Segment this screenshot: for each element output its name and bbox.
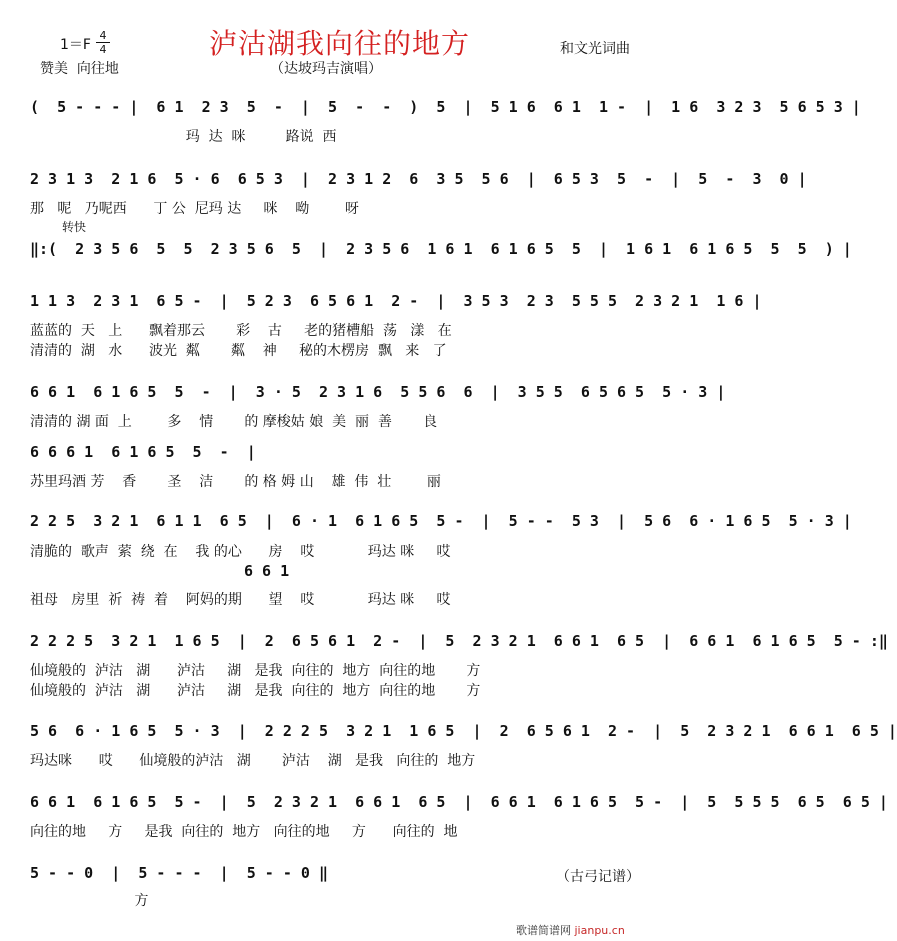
time-signature-top: 4	[99, 29, 107, 42]
notation-line-1: ( 5 - - - | 6 1 2 3 5 - | 5 - - ) 5 | 5 1 6 6 1 1 - | 1 6 3 2 3 5 6 5 3 |	[30, 98, 861, 116]
notation-line-3: ‖:( 2 3 5 6 5 5 2 3 5 6 5 | 2 3 5 6 1 6 1 6 1 6 5 5 | 1 6 1 6 1 6 5 5 5 ) |	[30, 240, 852, 258]
notation-line-4: 1 1 3 2 3 1 6 5 - | 5 2 3 6 5 6 1 2 - | 3 5 3 2 3 5 5 5 2 3 2 1 1 6 |	[30, 292, 762, 310]
transcriber-credit: （古弓记谱）	[556, 869, 640, 885]
lyric-line-11: 方	[90, 893, 149, 909]
composer-credit: 和文光词曲	[560, 41, 630, 57]
notation-line-9: 5 6 6 · 1 6 5 5 · 3 | 2 2 2 5 3 2 1 1 6 5 | 2 6 5 6 1 2 - | 5 2 3 2 1 6 6 1 6 5 |	[30, 722, 897, 740]
time-signature	[96, 30, 110, 55]
notation-line-2: 2 3 1 3 2 1 6 5 · 6 6 5 3 | 2 3 1 2 6 3 5 5 6 | 6 5 3 5 - | 5 - 3 0 |	[30, 170, 807, 188]
lyric-line-7b: 祖母 房里 祈 祷 着 阿妈的期 望 哎 玛达 咪 哎	[30, 592, 451, 608]
lyric-line-10: 向往的地 方 是我 向往的 地方 向往的地 方 向往的 地	[30, 824, 458, 840]
notation-line-11: 5 - - 0 | 5 - - - | 5 - - 0 ‖	[30, 864, 329, 882]
notation-line-7: 2 2 5 3 2 1 6 1 1 6 5 | 6 · 1 6 1 6 5 5 - | 5 - - 5 3 | 5 6 6 · 1 6 5 5 · 3 |	[30, 512, 852, 530]
lyric-line-7a: 清脆的 歌声 萦 绕 在 我 的心 房 哎 玛达 咪 哎	[30, 544, 451, 560]
notation-line-8: 2 2 2 5 3 2 1 1 6 5 | 2 6 5 6 1 2 - | 5 2 3 2 1 6 6 1 6 5 | 6 6 1 6 1 6 5 5 - :‖	[30, 632, 888, 650]
lyric-line-4a: 蓝蓝的 天 上 飘着那云 彩 古 老的猪槽船 荡 漾 在	[30, 323, 452, 339]
alternate-notes: 6 6 1	[244, 562, 290, 580]
expression-marking: 赞美 向往地	[40, 61, 119, 77]
song-title: 泸沽湖我向往的地方	[208, 27, 470, 60]
lyric-line-8a: 仙境般的 泸沽 湖 泸沽 湖 是我 向往的 地方 向往的地 方	[30, 663, 481, 679]
performer-credit: （达坡玛吉演唱）	[270, 61, 382, 77]
tempo-change-marking: 转快	[62, 220, 87, 234]
lyric-line-1: 玛 达 咪 路说 西	[30, 129, 337, 145]
watermark-domain: jianpu.cn	[574, 924, 625, 937]
lyric-line-5: 清清的 湖 面 上 多 情 的 摩梭姑 娘 美 丽 善 良	[30, 414, 438, 430]
key-signature: 1＝F	[60, 37, 91, 53]
lyric-line-8b: 仙境般的 泸沽 湖 泸沽 湖 是我 向往的 地方 向往的地 方	[30, 683, 481, 699]
lyric-line-6: 苏里玛酒 芳 香 圣 洁 的 格 姆 山 雄 伟 壮 丽	[30, 474, 441, 490]
watermark-site-name: 歌谱简谱网	[516, 924, 571, 937]
notation-line-5: 6 6 1 6 1 6 5 5 - | 3 · 5 2 3 1 6 5 5 6 6 | 3 5 5 6 5 6 5 5 · 3 |	[30, 383, 726, 401]
lyric-line-9: 玛达咪 哎 仙境般的泸沽 湖 泸沽 湖 是我 向往的 地方	[30, 753, 476, 769]
notation-line-10: 6 6 1 6 1 6 5 5 - | 5 2 3 2 1 6 6 1 6 5 | 6 6 1 6 1 6 5 5 - | 5 5 5 5 6 5 6 5 |	[30, 793, 888, 811]
time-signature-bottom: 4	[99, 43, 107, 56]
notation-line-6: 6 6 6 1 6 1 6 5 5 - |	[30, 443, 256, 461]
watermark	[516, 922, 625, 938]
lyric-line-2: 那 呢 乃呢西 丁 公 尼玛 达 咪 呦 呀	[30, 201, 359, 217]
lyric-line-4b: 清清的 湖 水 波光 粼 粼 神 秘的木楞房 飘 来 了	[30, 343, 447, 359]
